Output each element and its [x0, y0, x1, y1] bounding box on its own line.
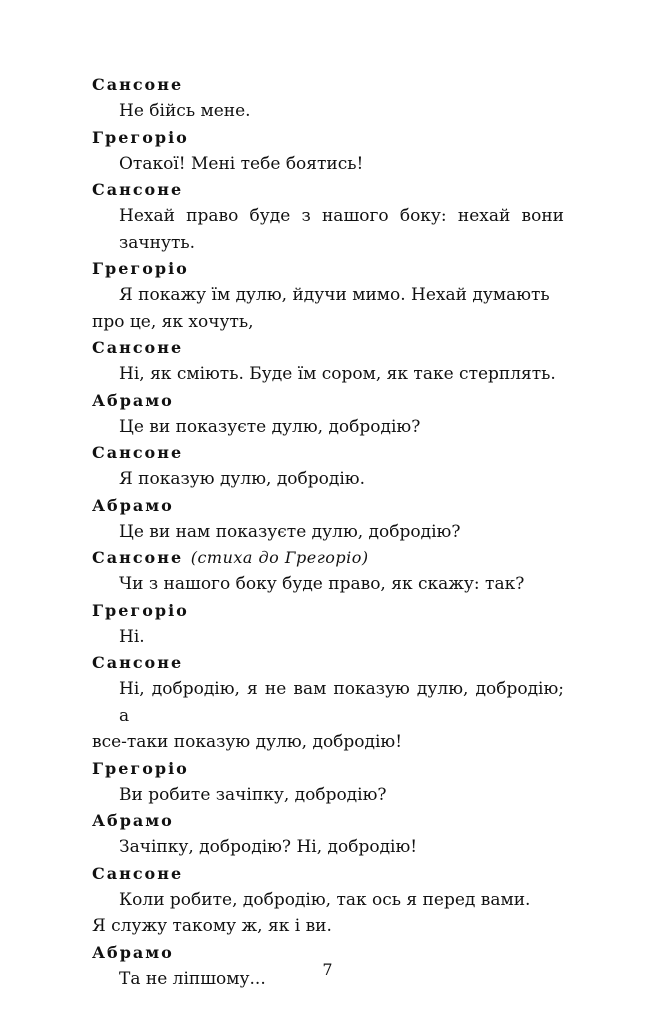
speaker-label: Абрамо	[92, 495, 174, 515]
speaker-name	[92, 861, 564, 887]
play-text	[92, 72, 564, 992]
speaker-label: Сансоне	[92, 548, 184, 567]
dialogue-line: Я показую дулю, добродію.	[119, 469, 365, 489]
dialogue-entry	[92, 598, 564, 651]
dialogue-line: Ви робите зачіпку, добродію?	[119, 784, 387, 805]
speaker-label: Абрамо	[92, 390, 174, 410]
speaker-name	[92, 388, 564, 414]
dialogue-line: Та не ліпшому...	[119, 968, 266, 989]
dialogue-entry	[92, 650, 564, 756]
dialogue-entry	[92, 335, 564, 388]
dialogue-line: Ні.	[119, 626, 145, 647]
speaker-name	[92, 493, 564, 519]
speaker-label: Абрамо	[92, 942, 174, 962]
dialogue-entry	[92, 256, 564, 335]
dialogue-line: Ні, як сміють. Буде їм сором, як таке стерплять.	[119, 364, 556, 384]
dialogue-entry	[92, 545, 564, 598]
speaker-name	[92, 545, 564, 571]
stage-direction: (стиха до Грегоріо)	[190, 548, 369, 567]
dialogue-line: Нехай право буде з нашого боку: нехай вони зачнуть.	[119, 206, 564, 253]
page-number: 7	[322, 960, 333, 979]
speaker-label: Грегоріо	[92, 259, 189, 278]
speaker-label: Сансоне	[92, 180, 184, 199]
speaker-name	[92, 256, 564, 282]
speaker-label: Сансоне	[92, 443, 184, 462]
dialogue-line: Отакої! Мені тебе боятись!	[119, 153, 364, 174]
dialogue-entry	[92, 72, 564, 125]
speaker-label: Грегоріо	[92, 600, 189, 620]
speaker-name	[92, 440, 564, 466]
dialogue-line: все-таки показую дулю, добродію!	[92, 732, 403, 752]
dialogue-entry	[92, 177, 564, 256]
speaker-label: Абрамо	[92, 811, 174, 830]
speaker-name	[92, 125, 564, 151]
dialogue-entry	[92, 808, 564, 861]
dialogue-line: Не бійсь мене.	[119, 101, 251, 121]
dialogue-line: Я служу такому ж, як і ви.	[92, 916, 332, 936]
dialogue-line: Чи з нашого боку буде право, як скажу: так?	[119, 574, 525, 594]
speaker-name	[92, 808, 564, 834]
dialogue-entry	[92, 756, 564, 809]
dialogue-entry	[92, 125, 564, 178]
speaker-name	[92, 177, 564, 203]
speaker-label: Сансоне	[92, 653, 184, 672]
speaker-name	[92, 650, 564, 676]
dialogue-entry	[92, 388, 564, 441]
speaker-name	[92, 598, 564, 624]
dialogue-line: Це ви показуєте дулю, добродію?	[119, 416, 421, 437]
speaker-label: Сансоне	[92, 75, 184, 94]
dialogue-line: Коли робите, добродію, так ось я перед вами.	[119, 889, 531, 910]
speaker-name	[92, 72, 564, 98]
speaker-name	[92, 756, 564, 782]
dialogue-line: Це ви нам показуєте дулю, добродію?	[119, 521, 461, 542]
dialogue-entry	[92, 440, 564, 493]
speaker-label: Грегоріо	[92, 127, 189, 147]
dialogue-line: Ні, добродію, я не вам показую дулю, добродію; а	[119, 679, 564, 726]
speaker-label: Сансоне	[92, 338, 184, 357]
dialogue-line: про це, як хочуть,	[92, 311, 254, 332]
speaker-name	[92, 335, 564, 361]
speaker-label: Сансоне	[92, 863, 184, 883]
dialogue-entry	[92, 493, 564, 546]
dialogue-line: Зачіпку, добродію? Ні, добродію!	[119, 837, 418, 857]
speaker-label: Грегоріо	[92, 758, 189, 778]
dialogue-entry	[92, 861, 564, 940]
dialogue-line: Я покажу їм дулю, йдучи мимо. Нехай думають	[119, 285, 550, 305]
